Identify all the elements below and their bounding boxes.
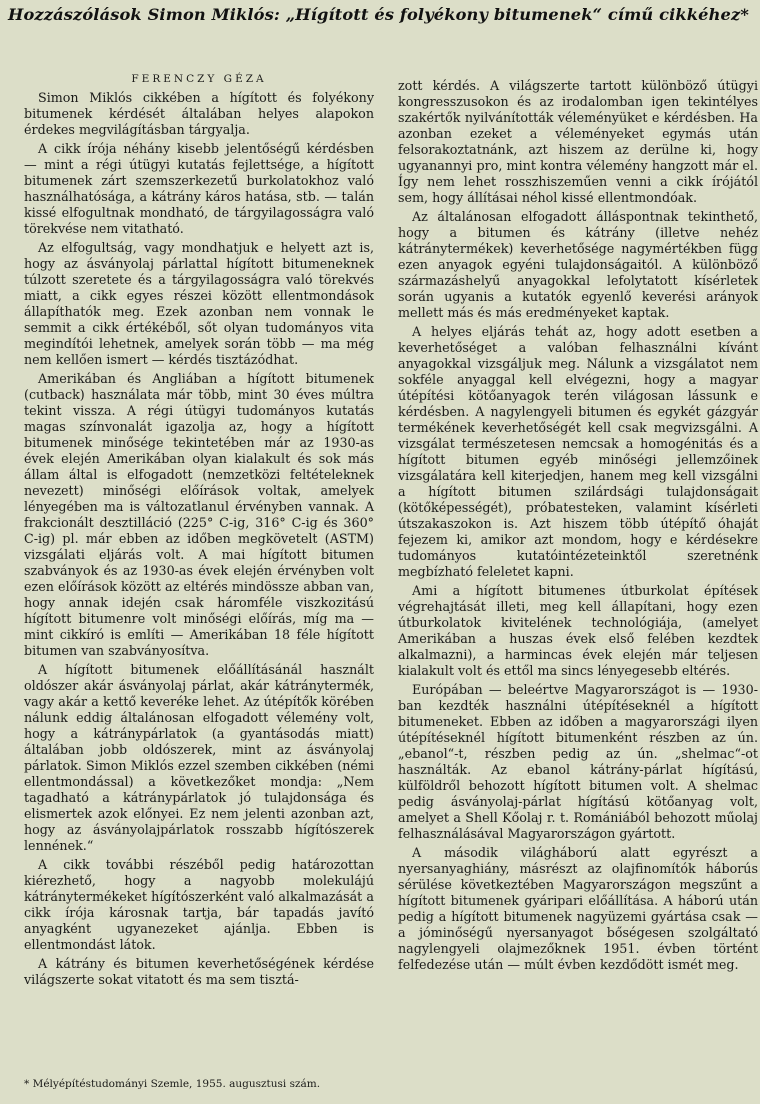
paragraph: A helyes eljárás tehát az, hogy adott esetben a keverhetőséget a valóban felhasználni kívánt anyagokkal vizsgáljuk meg. Nálunk a vizsgálatot nem sokféle anyaggal kell elvégezni, hogy a magyar útépítési kötőanyagok terén világosan lássunk e kérdésben. A nagylengyeli bitumen és egykét gázgyár termékének keverhetőségét kell csak megvizsgálni. A vizsgálat természetesen nemcsak a homogénitás és a hígított bitumen egyéb minőségi jellemzőinek vizsgálatára kell kiterjedjen, hanem meg kell vizsgálni a hígított bitumen szilárdsági tulajdonságait (kötőképességét), próbatesteken, valamint kísérleti útszakaszokon is. Azt hiszem több útépítő óhaját fejezem ki, amikor azt mondom, hogy e kérdésekre tudományos kutatóintézeteinktől szeretnénk megbízható feleletet kapni. [398, 324, 758, 579]
paragraph: Ami a hígított bitumenes útburkolat építések végrehajtását illeti, meg kell állapítani, hogy ezen útburkolatok kivitelének technológiája, (amelyet Amerikában a huszas évek első felében kezdtek alkalmazni), a harmincas évek elején már teljesen kialakult volt és ettől ma sincs lényegesebb eltérés. [398, 583, 758, 678]
paragraph: Európában — beleértve Magyarországot is — 1930-ban kezdték használni útépítéseknél a hígított bitumeneket. Ebben az időben a magyarországi ilyen útépítéseknél hígított bitumenként részben az ún. „ebanol“-t, részben pedig az ún. „shelmac“-ot használták. Az ebanol kátrány-párlat hígítású, külföldről behozott hígított bitumen volt. A shelmac pedig ásványolaj-párlat hígítású kötőanyag volt, amelyet a Shell Kőolaj r. t. Romániából behozott műolaj felhasználásával Magyarországon gyártott. [398, 682, 758, 841]
right-column [398, 78, 758, 976]
article-title: Hozzászólások Simon Miklós: „Hígított és folyékony bitumenek“ című cikkéhez* [8, 5, 749, 24]
paragraph: Simon Miklós cikkében a hígított és folyékony bitumenek kérdését általában helyes alapokon érdekes megvilágításban tárgyalja. [24, 90, 374, 137]
paragraph: A cikk írója néhány kisebb jelentőségű kérdésben — mint a régi útügyi kutatás fejlettsége, a hígított bitumenek zárt szemszerkezetű burkolatokhoz való használhatósága, a kátrány káros hatása, stb. — talán kissé elfogultnak mondható, de tárgyilagosságra való törekvése nem vitatható. [24, 141, 374, 236]
paragraph: A kátrány és bitumen keverhetőségének kérdése világszerte sokat vitatott és ma sem tisztá- [24, 956, 374, 987]
author-name: FERENCZY GÉZA [131, 73, 267, 85]
paragraph: A második világháború alatt egyrészt a nyersanyaghiány, másrészt az olajfinomítók háborús sérülése következtében Magyarországon megszűnt a hígított bitumenek gyáripari előállítása. A háború után pedig a hígított bitumenek nagyüzemi gyártása csak — a jóminőségű nyersanyagot bőségesen szolgáltató nagylengyeli olajmezőknek 1951. évben történt felfedezése után — múlt évben kezdődött ismét meg. [398, 845, 758, 972]
paragraph: Amerikában és Angliában a hígított bitumenek (cutback) használata már több, mint 30 éves múltra tekint vissza. A régi útügyi tudományos kutatás magas színvonalát igazolja az, hogy a hígított bitumenek minősége tekintetében már az 1930-as évek elején Amerikában olyan kialakult és sok más állam által is elfogadott (nemzetközi feltételeknek nevezett) minőségi előírások voltak, amelyek lényegében ma is változatlanul érvényben vannak. A frakcionált desztilláció (225° C-ig, 316° C-ig és 360° C-ig) pl. már ebben az időben megkövetelt (ASTM) vizsgálati eljárás volt. A mai hígított bitumen szabványok és az 1930-as évek elején érvényben volt ezen előírások között az eltérés mindössze abban van, hogy annak idején csak háromféle viszkozitású hígított bitumenre volt minőségi előírás, míg ma — mint cikkíró is említi — Amerikában 18 féle hígított bitumen van szabványosítva. [24, 371, 374, 658]
paragraph: Az általánosan elfogadott álláspontnak tekinthető, hogy a bitumen és kátrány (illetve nehéz kátránytermékek) keverhetősége nagymértékben függ ezen anyagok egyéni tulajdonságaitól. A különböző származáshelyű anyagokkal lefolytatott kísérletek során ugyanis a kutatók egyenlő keverési arányok mellett más és más eredményeket kaptak. [398, 209, 758, 320]
paragraph: zott kérdés. A világszerte tartott különböző útügyi kongresszusokon és az irodalomban igen tekintélyes szakértők nyilvánították véleményüket e kérdésben. Ha azonban ezeket a véleményeket egymás után felsorakoztatnánk, azt hiszem az derülne ki, hogy ugyanannyi pro, mint kontra vélemény hangzott már el. Így nem lehet rosszhiszeműen venni a cikk írójától sem, hogy állításai néhol kissé ellentmondóak. [398, 78, 758, 205]
paragraph: Az elfogultság, vagy mondhatjuk e helyett azt is, hogy az ásványolaj párlattal hígított bitumeneknek túlzott szeretete és a tárgyilagosságra való törekvés miatt, a cikk egyes részei között ellentmondások állapíthatók meg. Ezek azonban nem vonnak le semmit a cikk értékéből, sőt olyan tudományos vita megindítói lehetnek, amelyek során több — ma még nem kellően ismert — kérdés tisztázódhat. [24, 240, 374, 367]
paragraph: A cikk további részéből pedig határozottan kiérezhető, hogy a nagyobb molekulájú kátránytermékeket hígítószerként való alkalmazását a cikk írója károsnak tartja, bár tapadás javító anyagként ugyanezeket ajánlja. Ebben is ellentmondást látok. [24, 857, 374, 952]
left-column [24, 72, 374, 991]
paragraph: A hígított bitumenek előállításánál használt oldószer akár ásványolaj párlat, akár kátránytermék, vagy akár a kettő keveréke lehet. Az útépítők körében nálunk eddig általánosan elfogadott vélemény volt, hogy a kátránypárlatok (a gyantásodás miatt) általában jobb oldószerek, mint az ásványolaj párlatok. Simon Miklós ezzel szemben cikkében (némi ellentmondással) a következőket mondja: „Nem tagadható a kátránypárlatok jó tulajdonsága és elismertek azok előnyei. Ez nem jelenti azonban azt, hogy az ásványolajpárlatok rosszabb hígítószerek lennének.“ [24, 662, 374, 853]
footnote: * Mélyépítéstudományi Szemle, 1955. augusztusi szám. [24, 1078, 321, 1090]
